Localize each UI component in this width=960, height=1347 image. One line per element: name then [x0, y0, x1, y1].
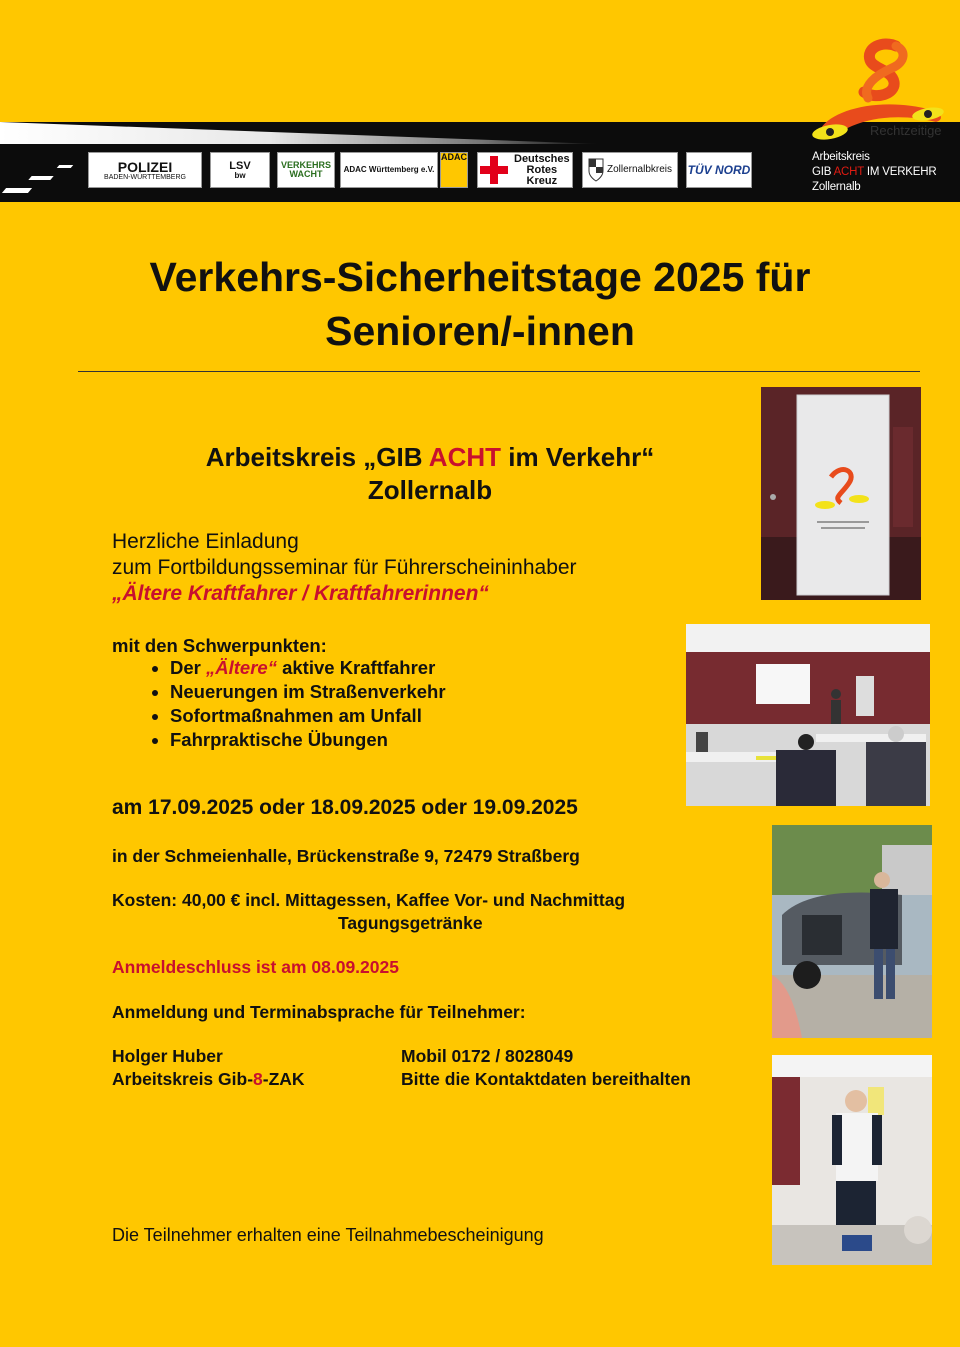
header-hint-text: Rechtzeitige: [870, 123, 942, 138]
road-marking: [57, 165, 74, 168]
logo-polizei: POLIZEI BADEN-WÜRTTEMBERG: [88, 152, 202, 188]
list-item: • Fahrpraktische Übungen: [170, 728, 446, 752]
list-item: • Der „Ältere“ aktive Kraftfahrer: [170, 656, 446, 680]
red-cross-icon: [478, 154, 510, 186]
road-marking: [2, 188, 32, 193]
registration-deadline: Anmeldeschluss ist am 08.09.2025: [112, 957, 399, 977]
event-dates: am 17.09.2025 oder 18.09.2025 oder 19.09.2025: [112, 796, 578, 819]
event-location: in der Schmeienhalle, Brückenstraße 9, 72479 Straßberg: [112, 846, 580, 866]
invitation-line-1: Herzliche Einladung: [112, 530, 299, 553]
registration-heading: Anmeldung und Terminabsprache für Teilnehmer:: [112, 1002, 526, 1022]
list-item: • Neuerungen im Straßenverkehr: [170, 680, 446, 704]
invitation-line-2: zum Fortbildungsseminar für Führerscheininhaber: [112, 556, 577, 579]
logo-verkehrswacht: VERKEHRS WACHT: [277, 152, 335, 188]
logo-drk: Deutsches Rotes Kreuz: [477, 152, 573, 188]
logo-lsv: LSV bw: [210, 152, 270, 188]
logo-tuev-nord: TÜV NORD: [686, 152, 752, 188]
logo-adac: ADAC: [440, 152, 468, 188]
focus-list: [120, 656, 446, 752]
list-item: • Sofortmaßnahmen am Unfall: [170, 704, 446, 728]
header-org-label: Arbeitskreis GIB ACHT IM VERKEHR Zollernalb: [812, 151, 937, 193]
invitation-course-title: „Ältere Kraftfahrer / Kraftfahrerinnen“: [112, 582, 489, 605]
page-title: Verkehrs-Sicherheitstage 2025 für Senioren/-innen: [149, 254, 811, 354]
focus-heading: mit den Schwerpunkten:: [112, 635, 327, 656]
contact-phone: Mobil 0172 / 8028049: [401, 1046, 574, 1066]
contact-note: Bitte die Kontaktdaten bereithalten: [401, 1069, 691, 1089]
photo-seminar-room: [686, 624, 930, 806]
photo-rollup-banner: [761, 387, 921, 600]
title-divider: [78, 371, 920, 372]
photo-police-speaker: [772, 1055, 932, 1265]
footer-note: Die Teilnehmer erhalten eine Teilnahmebescheinigung: [112, 1225, 544, 1245]
photo-car-exercise: [772, 825, 932, 1038]
contact-name: Holger Huber: [112, 1046, 223, 1066]
event-costs: Kosten: 40,00 € incl. Mittagessen, Kaffee Vor- und Nachmittag: [112, 890, 626, 910]
organisation-heading: Arbeitskreis „GIB ACHT im Verkehr“ Zollernalb: [205, 442, 655, 505]
road-marking: [28, 176, 53, 180]
event-costs-drinks: Tagungsgetränke: [338, 913, 483, 933]
logo-zollernalbkreis: Zollernalbkreis: [582, 152, 678, 188]
logo-adac-wuerttemberg: ADAC Württemberg e.V.: [340, 152, 438, 188]
contact-organisation: Arbeitskreis Gib-8-ZAK: [112, 1069, 305, 1089]
coat-of-arms-icon: [588, 158, 604, 182]
